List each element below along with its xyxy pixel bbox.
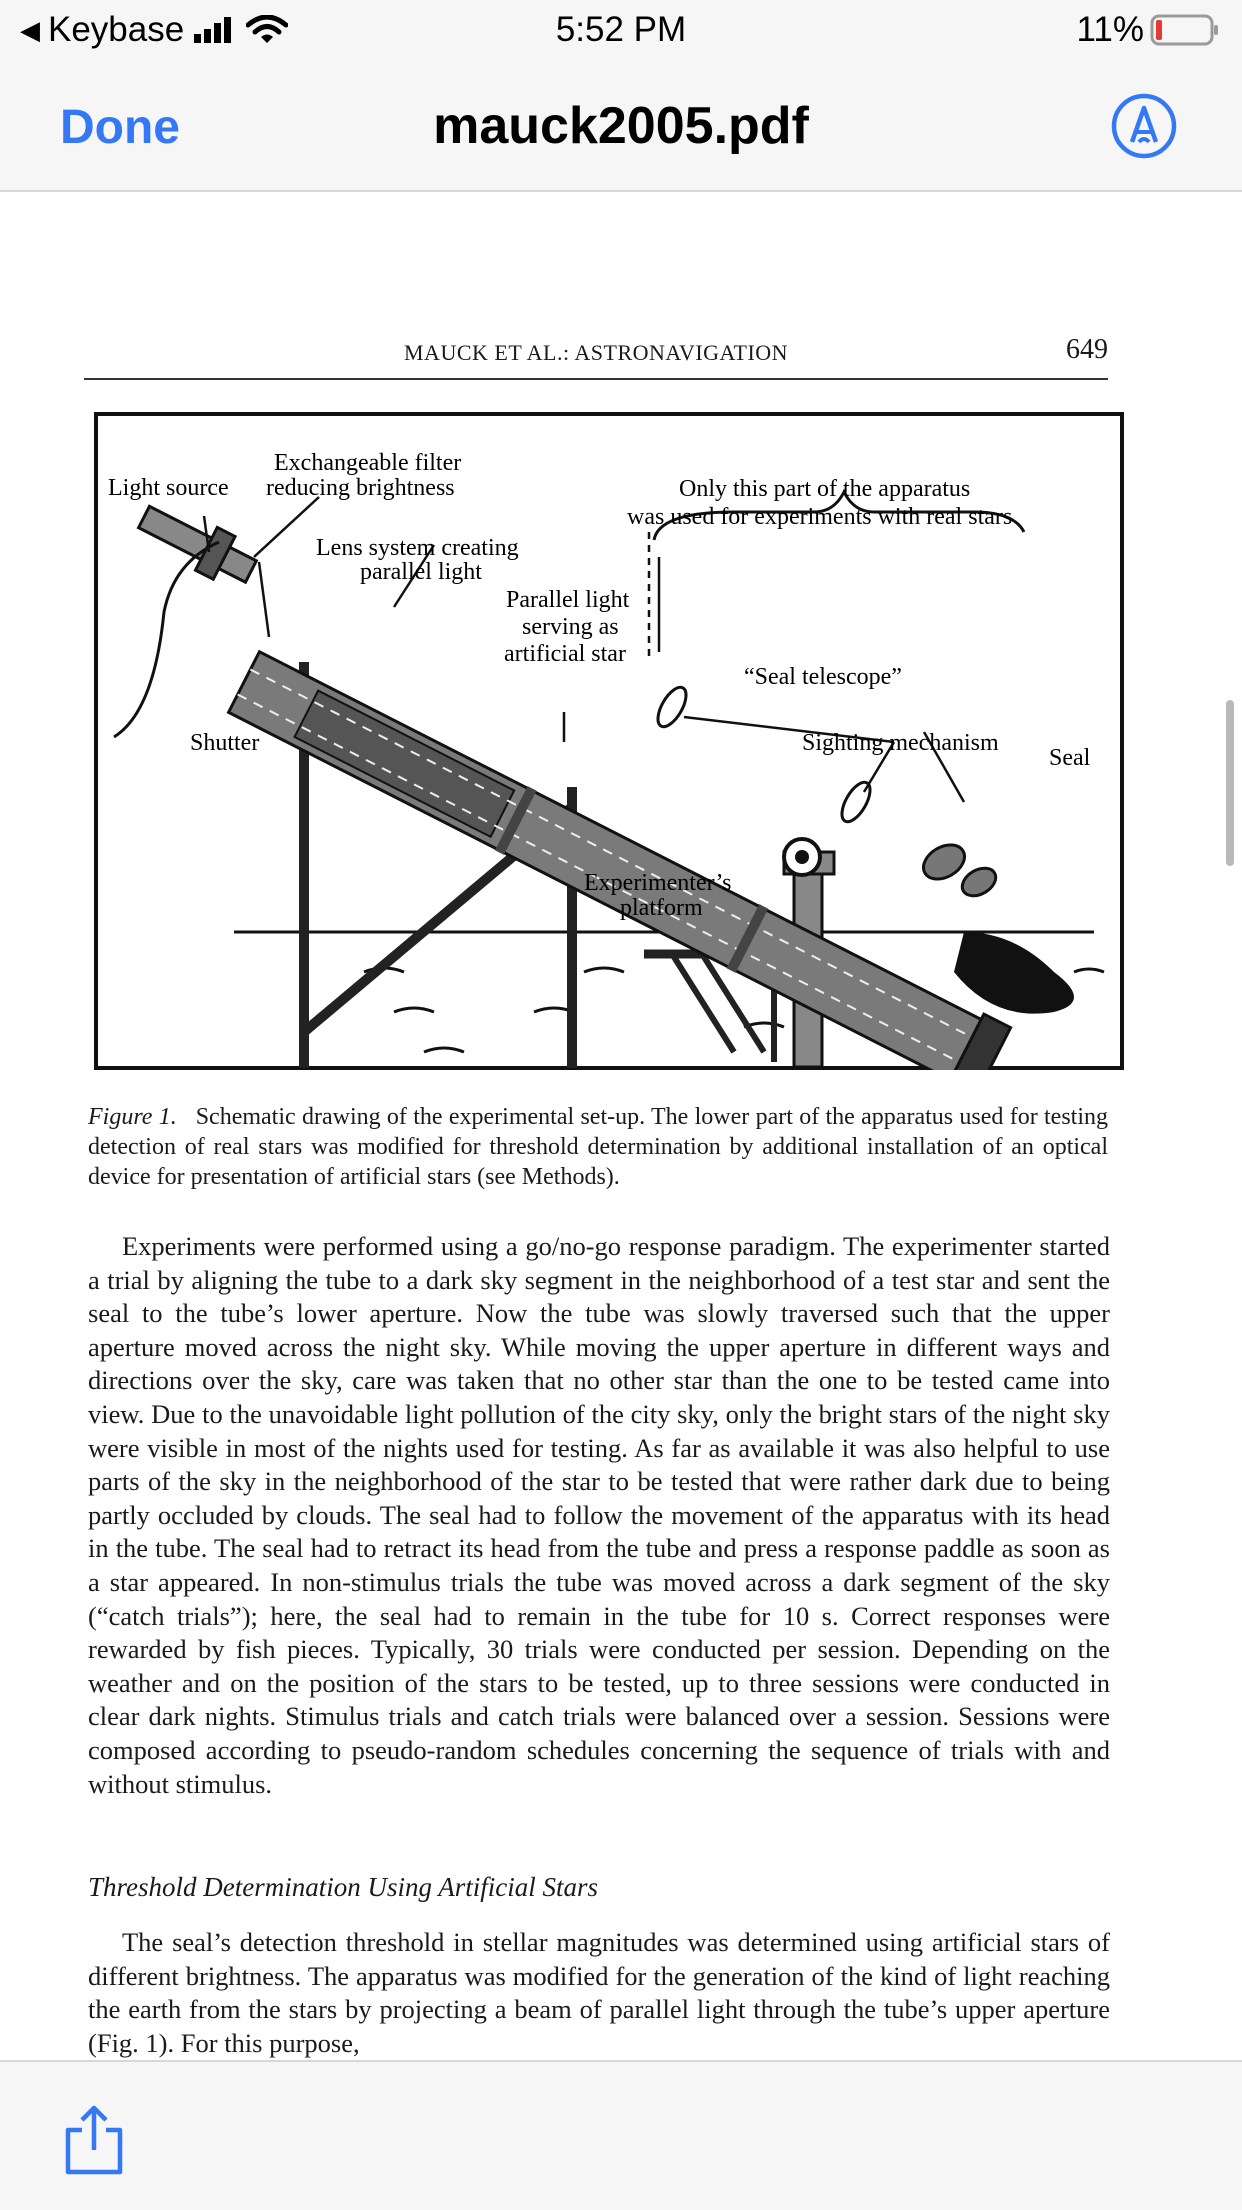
label-only-part-2: was used for experiments with real stars [627, 504, 1013, 530]
battery-status [1077, 10, 1220, 50]
label-only-part-1: Only this part of the apparatus [679, 476, 971, 502]
caption-text: Schematic drawing of the experimental set-up. The lower part of the apparatus used for testing detection of real stars was modified for threshold determination by additional installation of an optical device for presentation of artificial stars (see Methods). [88, 1104, 1109, 1190]
paragraph-2-text: The seal’s detection threshold in stellar magnitudes was determined using artificial stars of different brightness. The apparatus was modified for the generation of the kind of light reaching the earth from the stars by projecting a beam of parallel light through the tube’s upper aperture (Fig. 1). For this purpose, [88, 1927, 1110, 2058]
back-app-label: Keybase [48, 10, 185, 49]
label-lens-1: Lens system creating [316, 535, 519, 561]
document-title: mauck2005.pdf [433, 97, 809, 155]
label-parallel-3: artificial star [504, 641, 626, 667]
clock: 5:52 PM [555, 10, 687, 49]
label-shutter: Shutter [190, 730, 260, 756]
label-filter-1: Exchangeable filter [274, 450, 462, 476]
label-seal-telescope: “Seal telescope” [744, 664, 902, 690]
paragraph-1-text: Experiments were performed using a go/no-go response paradigm. The experimenter started a trial by aligning the tube to a dark sky segment in the neighborhood of a test star and sent the seal to the tube’s lower aperture. Now the tube was slowly traversed such that the upper aperture moved across the night sky. While moving the upper aperture in different ways and directions over the sky, care was taken that no other star than the one to be tested came into view. Due to the unavoidable light pollution of the city sky, only the bright stars of the night sky were visible in most of the nights used for testing. As far as available it was also helpful to use parts of the sky in the neighborhood of the star to be tested that were rather dark due to being partly occluded by clouds. The seal had to follow the movement of the apparatus with its head in the tube. The seal had to retract its head from the tube and press a response paddle as soon as a star appeared. In non-stimulus trials the tube was moved across a dark segment of the sky (“catch trials”); here, the seal had to remain in the tube for 10 s. Correct responses were rewarded by fish pieces. Typically, 30 trials were conducted per session. Depending on the weather and on the position of the stars to be tested, up to three sessions were conducted in clear dark nights. Stimulus trials and catch trials were balanced over a session. Sessions were composed according to pseudo-random schedules concerning the sequence of trials with and without stimulus. [88, 1231, 1110, 1799]
figure-caption [88, 1102, 1108, 1192]
page-number: 649 [1066, 334, 1108, 365]
label-seal: Seal [1049, 745, 1091, 771]
caption-label: Figure 1. [88, 1104, 177, 1130]
battery-icon [1150, 14, 1220, 46]
battery-percent: 11% [1076, 10, 1144, 49]
label-platform-2: platform [620, 895, 703, 921]
done-button[interactable]: Done [60, 101, 180, 154]
section-heading: Threshold Determination Using Artificial Stars [88, 1872, 599, 1902]
body-paragraph-2 [88, 1926, 1110, 2060]
share-icon[interactable] [62, 2104, 126, 2176]
pdf-page[interactable] [0, 192, 1242, 2060]
bottom-toolbar [0, 2060, 1242, 2210]
label-light-source: Light source [108, 475, 229, 501]
label-parallel-1: Parallel light [506, 587, 630, 613]
running-head [84, 334, 1108, 380]
label-platform-1: Experimenter’s [584, 870, 732, 896]
markup-pen-icon[interactable] [1110, 92, 1178, 160]
scroll-indicator[interactable] [1226, 700, 1234, 866]
label-sighting: Sighting mechanism [802, 730, 999, 756]
label-lens-2: parallel light [360, 559, 482, 585]
body-paragraph-1 [88, 1230, 1110, 1801]
running-head-title: MAUCK ET AL.: ASTRONAVIGATION [404, 340, 789, 365]
back-triangle-icon: ◀ [20, 14, 40, 45]
label-parallel-2: serving as [522, 614, 619, 640]
navigation-bar [0, 62, 1242, 192]
label-filter-2: reducing brightness [266, 475, 455, 501]
figure-apparatus-drawing [94, 412, 1124, 1070]
status-bar [0, 0, 1242, 62]
